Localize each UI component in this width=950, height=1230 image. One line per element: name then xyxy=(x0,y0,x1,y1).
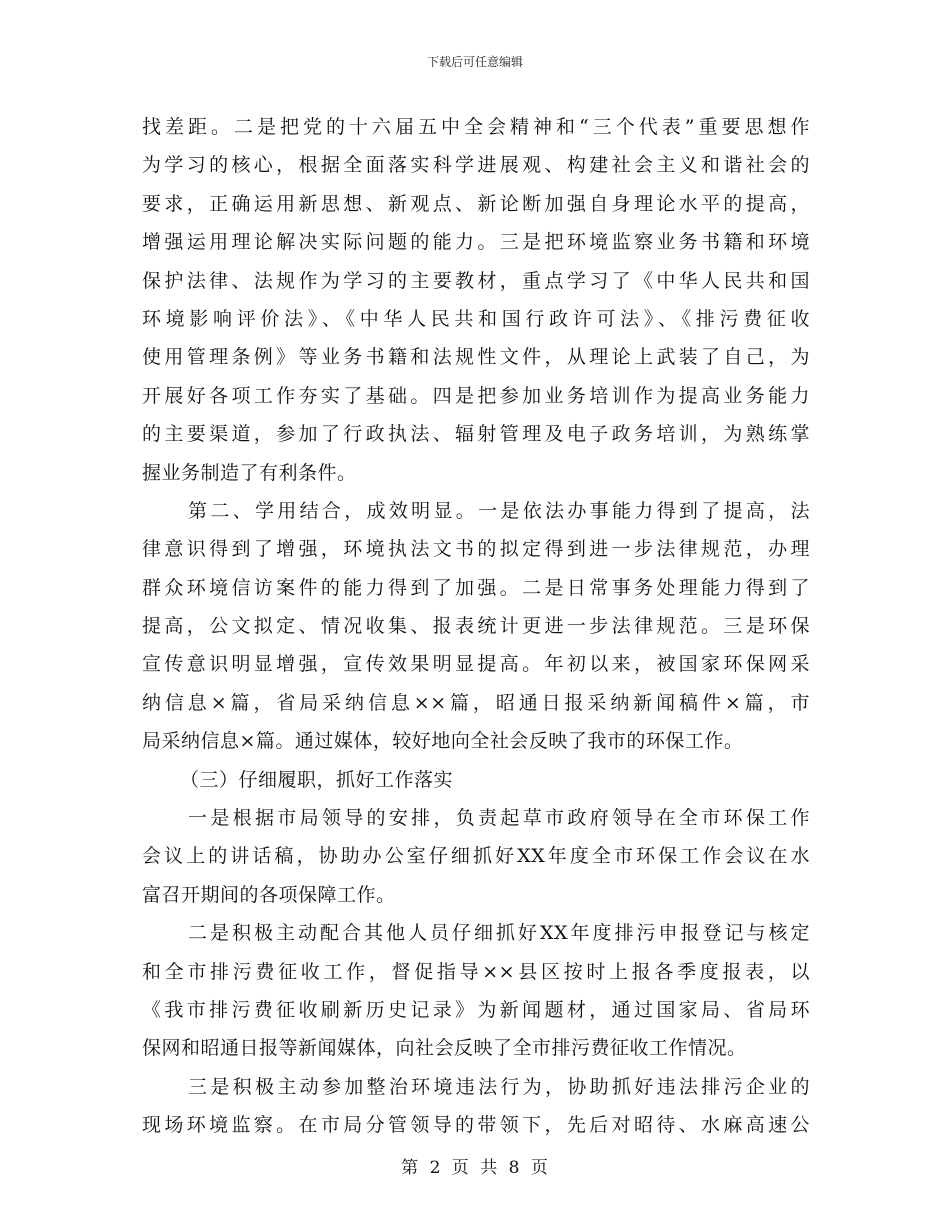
text-line: 会议上的讲话稿，协助办公室仔细抓好XX年度全市环保工作会议在水 xyxy=(142,845,810,868)
page-header-note: 下载后可任意编辑 xyxy=(426,55,523,69)
text-line: 找差距。二是把党的十六届五中全会精神和“三个代表”重要思想作 xyxy=(142,116,810,138)
text-line: 保护法律、法规作为学习的主要教材，重点学习了《中华人民共和国 xyxy=(142,269,810,292)
text-line: 保网和昭通日报等新闻媒体，向社会反映了全市排污费征收工作情况。 xyxy=(142,1037,747,1060)
text-line: 纳信息×篇，省局采纳信息××篇，昭通日报采纳新闻稿件×篇，市 xyxy=(142,691,810,714)
text-line: 宣传意识明显增强，宣传效果明显提高。年初以来，被国家环保网采 xyxy=(142,653,810,676)
text-line: 环境影响评价法》、《中华人民共和国行政许可法》、《排污费征收 xyxy=(142,307,810,330)
text-line: 增强运用理论解决实际问题的能力。三是把环境监察业务书籍和环境 xyxy=(142,231,810,254)
text-line: 群众环境信访案件的能力得到了加强。二是日常事务处理能力得到了 xyxy=(142,576,810,599)
text-line: 《我市排污费征收刷新历史记录》为新闻题材，通过国家局、省局环 xyxy=(142,998,810,1021)
page-number-footer: 第 2 页 共 8 页 xyxy=(401,1158,549,1178)
paragraph-first-line: 二是积极主动配合其他人员仔细抓好XX年度排污申报登记与核定 xyxy=(188,922,810,945)
paragraph-first-line: 一是根据市局领导的安排，负责起草市政府领导在全市环保工作 xyxy=(188,807,810,830)
section-heading: （三）仔细履职，抓好工作落实 xyxy=(180,768,454,791)
text-line: 为学习的核心，根据全面落实科学进展观、构建社会主义和谐社会的 xyxy=(142,154,810,177)
text-line: 使用管理条例》等业务书籍和法规性文件，从理论上武装了自己，为 xyxy=(142,346,810,369)
text-line: 的主要渠道，参加了行政执法、辐射管理及电子政务培训，为熟练掌 xyxy=(142,423,810,446)
paragraph-first-line: 第二、学用结合，成效明显。一是依法办事能力得到了提高，法 xyxy=(188,499,810,522)
text-line: 律意识得到了增强，环境执法文书的拟定得到进一步法律规范，办理 xyxy=(142,538,810,561)
text-line: 要求，正确运用新思想、新观点、新论断加强自身理论水平的提高， xyxy=(142,192,810,215)
text-line: 和全市排污费征收工作，督促指导××县区按时上报各季度报表，以 xyxy=(142,960,810,983)
text-line: 提高，公文拟定、情况收集、报表统计更进一步法律规范。三是环保 xyxy=(142,615,810,638)
text-line: 富召开期间的各项保障工作。 xyxy=(142,883,396,906)
text-line: 开展好各项工作夯实了基础。四是把参加业务培训作为提高业务能力 xyxy=(142,384,810,407)
text-line: 局采纳信息×篇。通过媒体，较好地向全社会反映了我市的环保工作。 xyxy=(142,730,744,753)
paragraph-first-line: 三是积极主动参加整治环境违法行为，协助抓好违法排污企业的 xyxy=(188,1075,810,1098)
document-body xyxy=(142,108,810,1145)
text-line: 握业务制造了有利条件。 xyxy=(142,461,357,484)
text-line: 现场环境监察。在市局分管领导的带领下，先后对昭待、水麻高速公 xyxy=(142,1114,810,1137)
